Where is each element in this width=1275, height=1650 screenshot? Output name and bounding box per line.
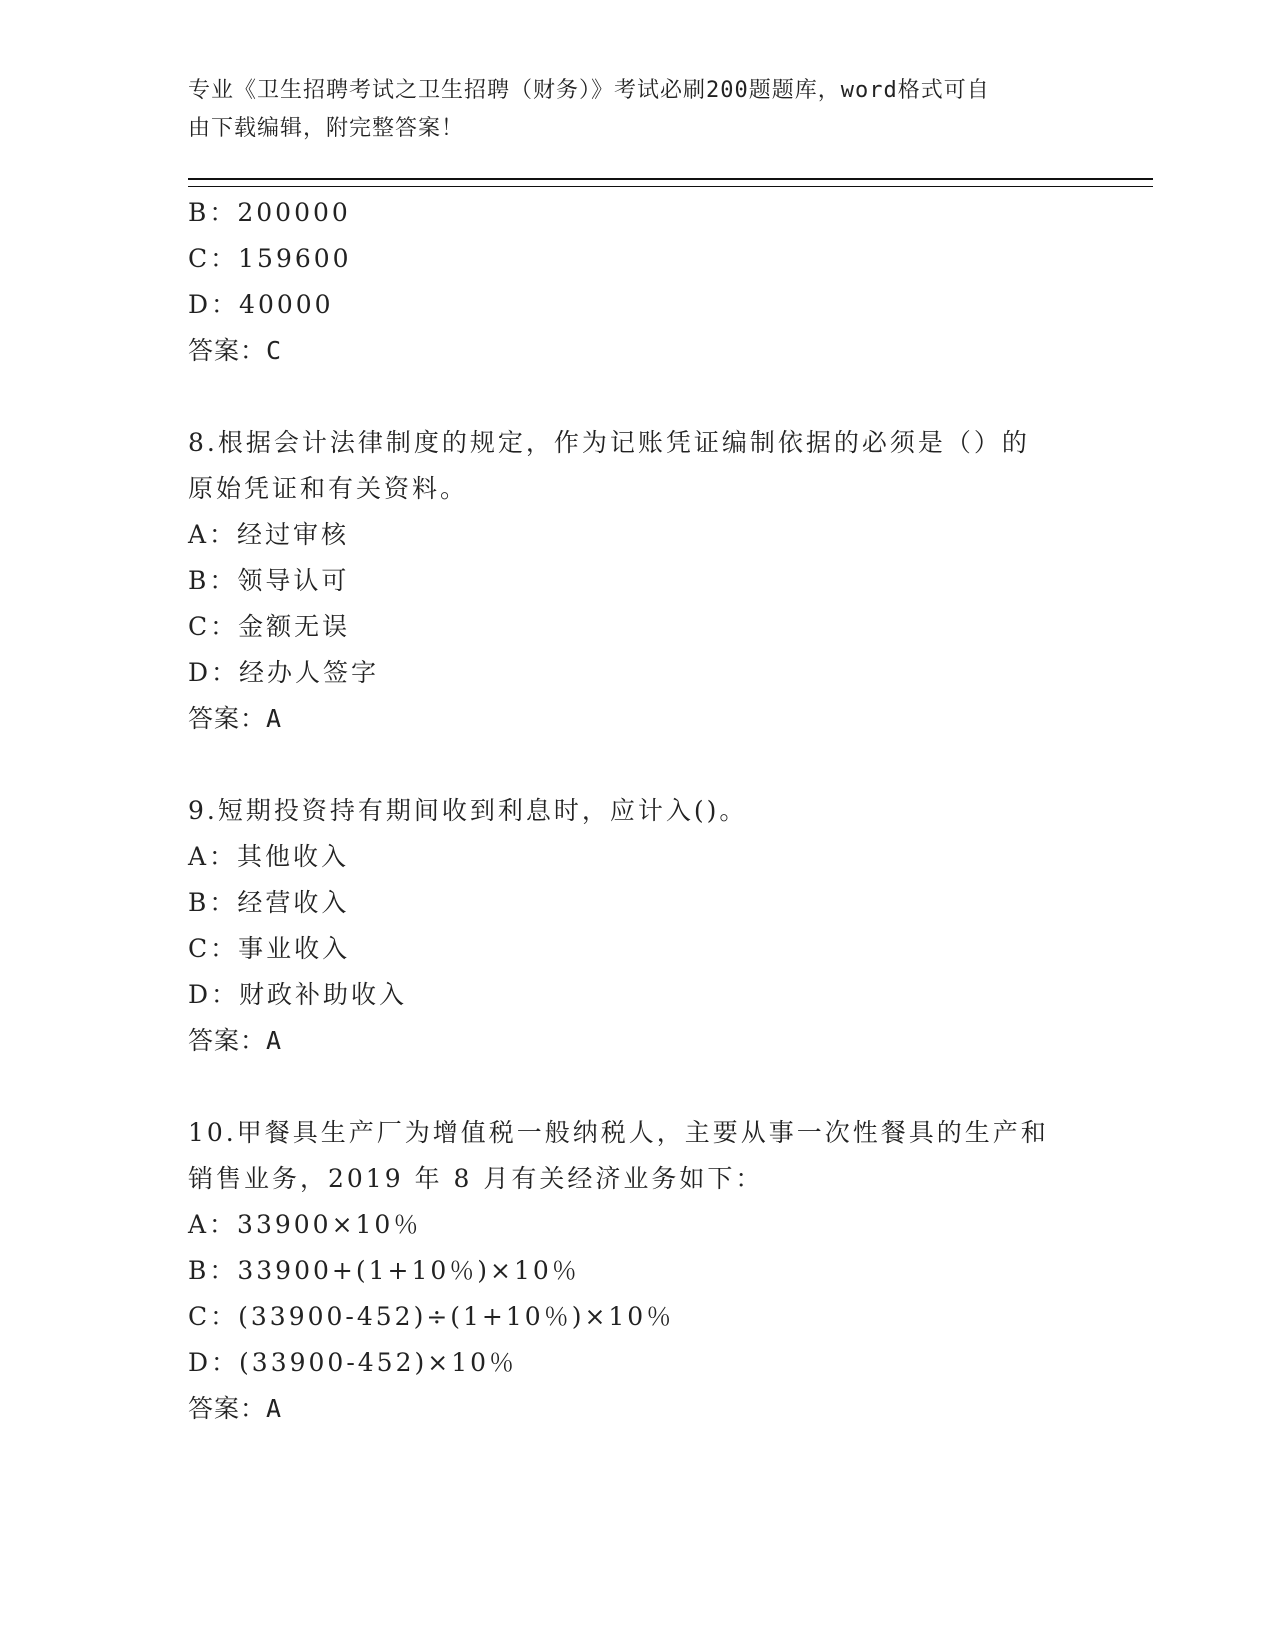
header-title-line-1: 专业《卫生招聘考试之卫生招聘（财务）》考试必刷200题题库，word格式可自 xyxy=(188,78,990,103)
answer-line: 答案：C xyxy=(188,336,283,365)
option-b: B：33900+(1+10％)×10％ xyxy=(188,1256,580,1285)
question-stem-line-1: 10.甲餐具生产厂为增值税一般纳税人，主要从事一次性餐具的生产和 xyxy=(188,1118,1049,1147)
document-body xyxy=(188,190,1088,1432)
answer-line: 答案：A xyxy=(188,1026,283,1055)
option-d: D：财政补助收入 xyxy=(188,980,408,1009)
answer-line: 答案：A xyxy=(188,704,283,733)
option-d: D：40000 xyxy=(188,290,334,319)
answer-line: 答案：A xyxy=(188,1394,283,1423)
option-d: D：经办人签字 xyxy=(188,658,380,687)
header-divider xyxy=(188,178,1153,187)
option-c: C：(33900-452)÷(1+10％)×10％ xyxy=(188,1302,675,1331)
header-title-line-2: 由下载编辑，附完整答案！ xyxy=(188,116,465,141)
option-b: B：200000 xyxy=(188,198,351,227)
option-c: C：事业收入 xyxy=(188,934,351,963)
question-stem-line-1: 8.根据会计法律制度的规定，作为记账凭证编制依据的必须是（）的 xyxy=(188,428,1030,457)
question-9 xyxy=(188,788,1088,1064)
option-d: D：(33900-452)×10％ xyxy=(188,1348,518,1377)
question-10 xyxy=(188,1110,1088,1432)
question-8 xyxy=(188,420,1088,742)
option-b: B：经营收入 xyxy=(188,888,350,917)
page-header xyxy=(188,72,1068,148)
option-c: C：金额无误 xyxy=(188,612,351,641)
question-7-partial xyxy=(188,190,1088,374)
question-stem-line-1: 9.短期投资持有期间收到利息时，应计入()。 xyxy=(188,796,748,825)
option-a: A：33900×10％ xyxy=(188,1210,422,1239)
option-b: B：领导认可 xyxy=(188,566,350,595)
option-a: A：其他收入 xyxy=(188,842,350,871)
question-stem-line-2: 原始凭证和有关资料。 xyxy=(188,474,469,503)
option-c: C：159600 xyxy=(188,244,352,273)
option-a: A：经过审核 xyxy=(188,520,350,549)
question-stem-line-2: 销售业务，2019 年 8 月有关经济业务如下： xyxy=(188,1164,764,1193)
